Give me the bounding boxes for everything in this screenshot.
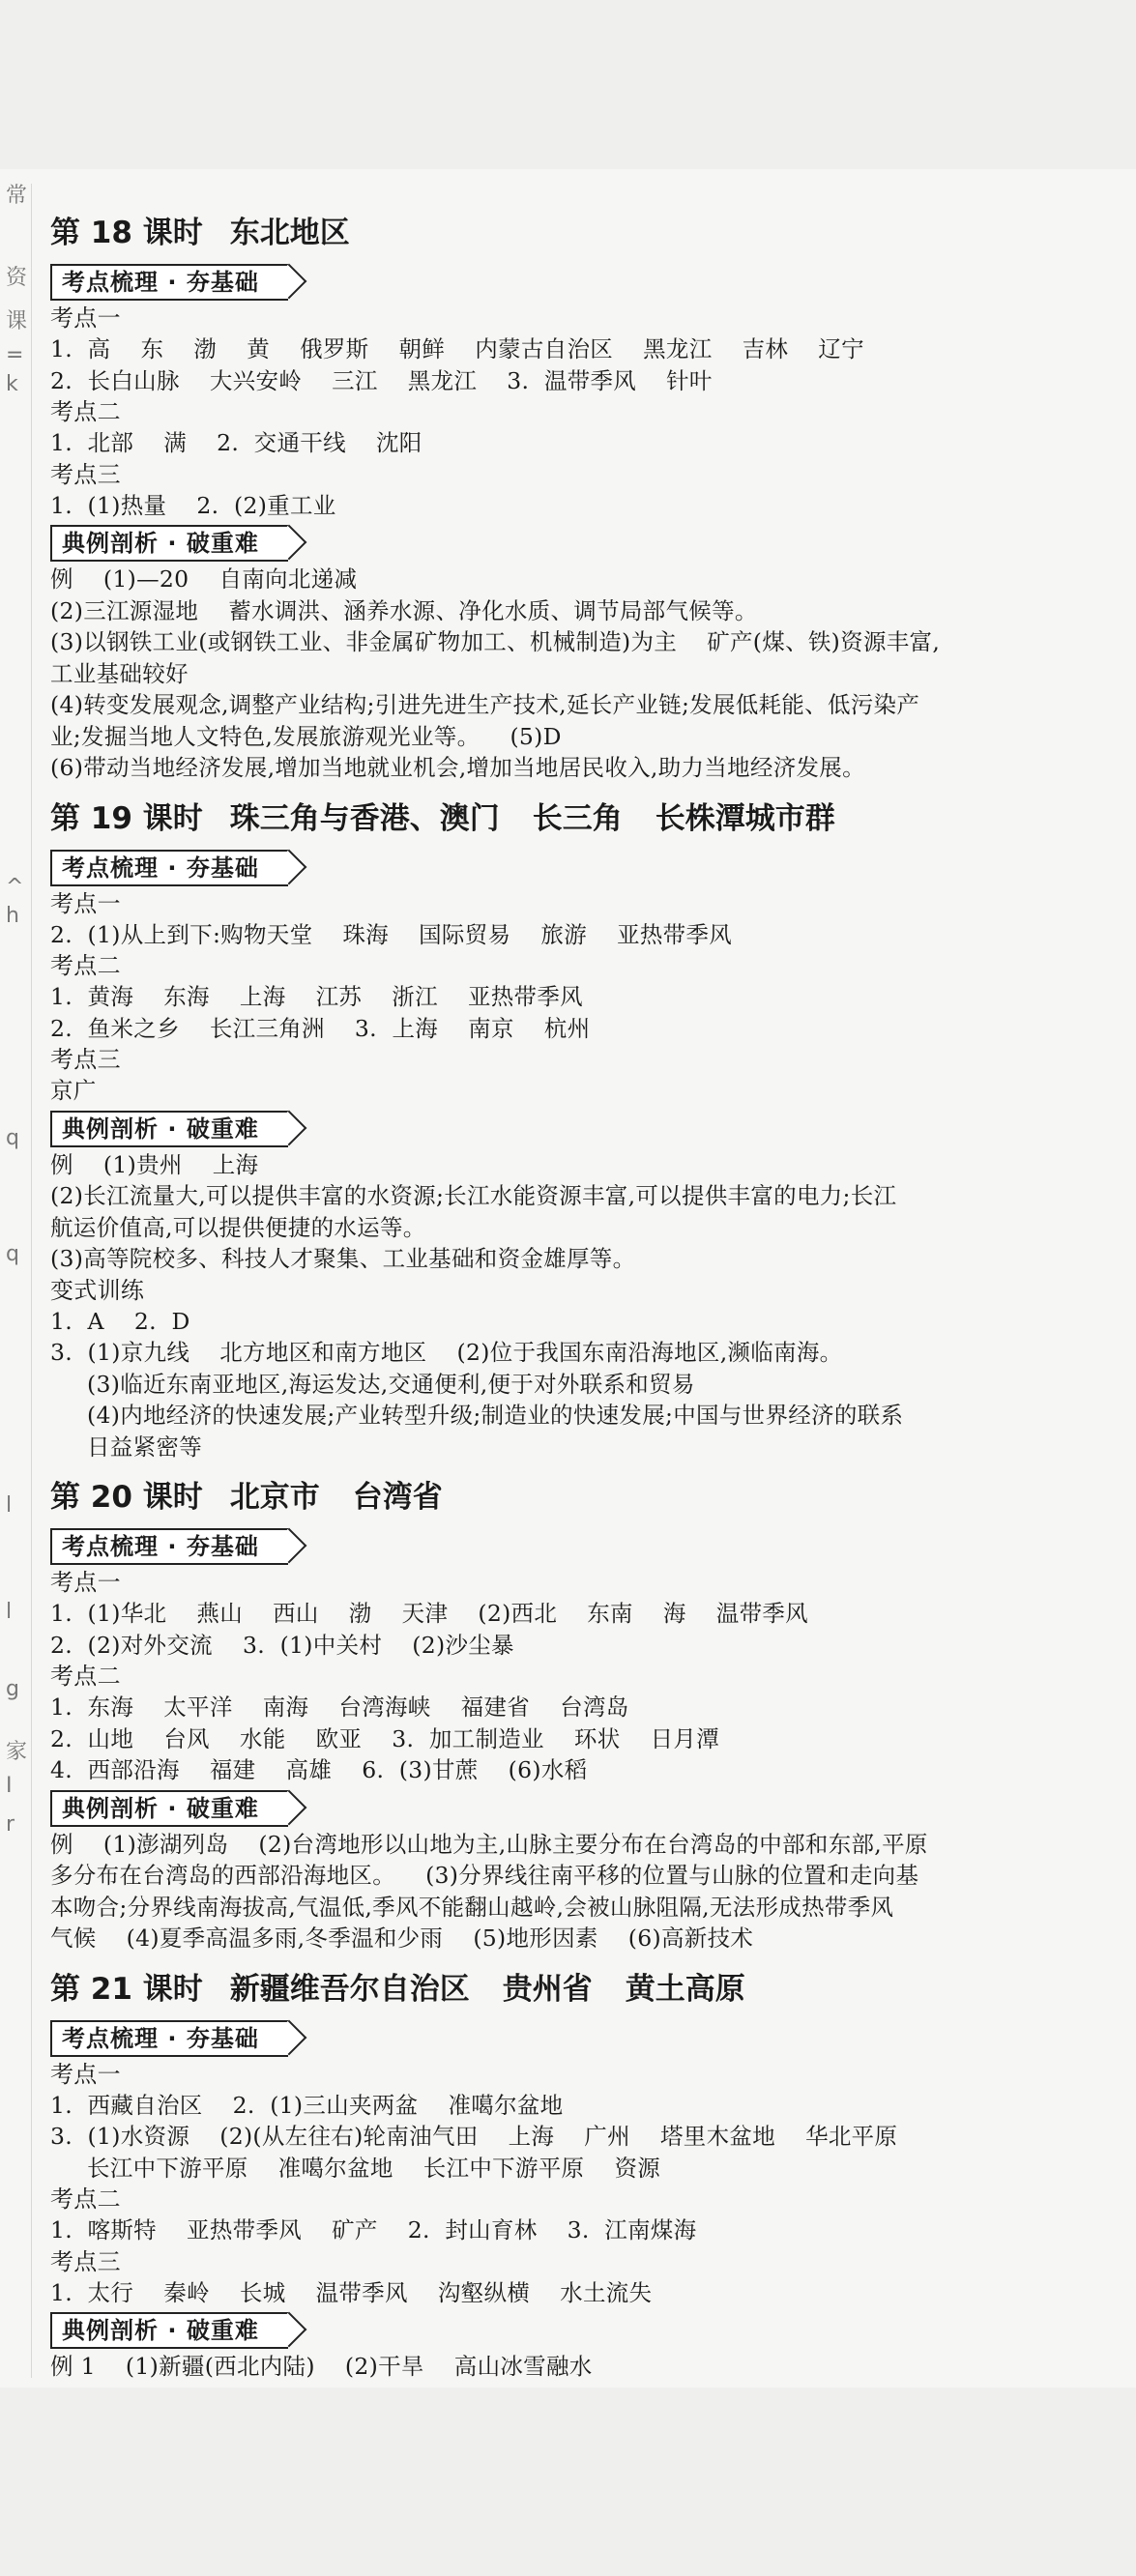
margin-mark: l bbox=[6, 1600, 13, 1624]
lesson-number: 第 18 课时 bbox=[50, 216, 203, 250]
margin-mark: 课 bbox=[6, 309, 28, 333]
answer-line: 本吻合;分界线南海拔高,气温低,季风不能翻山越岭,会被山脉阻隔,无法形成热带季风 bbox=[50, 1893, 894, 1921]
answer-block bbox=[50, 521, 1114, 784]
lesson-topic: 东北地区 bbox=[229, 216, 350, 250]
banner-label: 考点梳理 · 夯基础 bbox=[62, 854, 259, 882]
answer-line: 2. 鱼米之乡 长江三角洲 3. 上海 南京 杭州 bbox=[50, 1014, 591, 1042]
answer-line: 2. (2)对外交流 3. (1)中关村 (2)沙尘暴 bbox=[50, 1631, 514, 1659]
banner-label: 典例剖析 · 破重难 bbox=[62, 1794, 259, 1822]
answer-line: 1. 喀斯特 亚热带季风 矿产 2. 封山育林 3. 江南煤海 bbox=[50, 2216, 697, 2243]
lesson-title bbox=[50, 1476, 1114, 1519]
subheading: 考点三 bbox=[50, 2247, 121, 2275]
subheading: 考点一 bbox=[50, 889, 121, 917]
banner-label: 考点梳理 · 夯基础 bbox=[62, 269, 259, 296]
subheading: 考点三 bbox=[50, 1046, 121, 1073]
lesson-topic: 贵州省 bbox=[502, 1971, 593, 2007]
lesson-topic: 长株潭城市群 bbox=[655, 800, 835, 836]
lesson-topic: 新疆维吾尔自治区 bbox=[229, 1971, 470, 2007]
banner-label: 典例剖析 · 破重难 bbox=[62, 1114, 259, 1143]
answer-line: 1. 太行 秦岭 长城 温带季风 沟壑纵横 水土流失 bbox=[50, 2278, 653, 2306]
lesson-section bbox=[50, 797, 1114, 1463]
answer-line: 2. 山地 台风 水能 欧亚 3. 加工制造业 环状 日月潭 bbox=[50, 1724, 720, 1752]
answer-line: 1. 高 东 渤 黄 俄罗斯 朝鲜 内蒙古自治区 黑龙江 吉林 辽宁 bbox=[50, 335, 864, 362]
answer-line: 例 (1)贵州 上海 bbox=[50, 1150, 259, 1178]
section-banner bbox=[50, 850, 288, 886]
answer-block bbox=[50, 260, 1114, 521]
answer-line: 2. 长白山脉 大兴安岭 三江 黑龙江 3. 温带季风 针叶 bbox=[50, 366, 713, 394]
subheading: 变式训练 bbox=[50, 1276, 145, 1304]
answer-line: (4)内地经济的快速发展;产业转型升级;制造业的快速发展;中国与世界经济的联系 bbox=[87, 1402, 904, 1429]
margin-mark: l bbox=[6, 1493, 13, 1518]
lesson-section bbox=[50, 1968, 1114, 2383]
answer-line: (2)长江流量大,可以提供丰富的水资源;长江水能资源丰富,可以提供丰富的电力;长江 bbox=[50, 1182, 897, 1209]
lesson-topic: 珠三角与香港、澳门 bbox=[229, 800, 500, 836]
answer-line: 1. (1)华北 燕山 西山 渤 天津 (2)西北 东南 海 温带季风 bbox=[50, 1600, 808, 1627]
lesson-section bbox=[50, 212, 1114, 784]
section-banner bbox=[50, 2312, 288, 2349]
lesson-section bbox=[50, 1476, 1114, 1954]
banner-label: 典例剖析 · 破重难 bbox=[62, 2317, 259, 2344]
subheading: 考点二 bbox=[50, 398, 121, 425]
answer-block bbox=[50, 2308, 1114, 2383]
margin-mark: k bbox=[6, 372, 18, 396]
answer-line: 3. (1)水资源 (2)(从左往右)轮南油气田 上海 广州 塔里木盆地 华北平原 bbox=[50, 2123, 898, 2150]
banner-label: 考点梳理 · 夯基础 bbox=[62, 1533, 259, 1560]
answer-line: 1. 黄海 东海 上海 江苏 浙江 亚热带季风 bbox=[50, 983, 583, 1010]
answer-line: 1. (1)热量 2. (2)重工业 bbox=[50, 491, 336, 519]
answer-block bbox=[50, 1786, 1114, 1954]
margin-mark: g bbox=[6, 1677, 19, 1701]
banner-label: 考点梳理 · 夯基础 bbox=[62, 2024, 259, 2052]
subheading: 考点二 bbox=[50, 2185, 121, 2213]
subheading: 考点二 bbox=[50, 1663, 121, 1690]
margin-mark: ^ bbox=[6, 875, 24, 899]
lesson-topic: 长三角 bbox=[532, 800, 623, 836]
answer-line: 1. 东海 太平洋 南海 台湾海峡 福建省 台湾岛 bbox=[50, 1693, 629, 1721]
answer-line: 航运价值高,可以提供便捷的水运等。 bbox=[50, 1213, 426, 1241]
answer-line: (2)三江源湿地 蓄水调洪、涵养水源、净化水质、调节局部气候等。 bbox=[50, 596, 758, 624]
answer-line: 长江中下游平原 准噶尔盆地 长江中下游平原 资源 bbox=[87, 2154, 661, 2182]
margin-mark: 常 bbox=[6, 184, 28, 208]
lesson-number: 第 20 课时 bbox=[50, 1480, 203, 1515]
margin-mark: r bbox=[6, 1812, 15, 1837]
bottom-blank-band bbox=[0, 2388, 1136, 2576]
answer-block bbox=[50, 1107, 1114, 1463]
answer-block bbox=[50, 2016, 1114, 2309]
answer-line: 例 (1)澎湖列岛 (2)台湾地形以山地为主,山脉主要分布在台湾岛的中部和东部,平原 bbox=[50, 1830, 928, 1858]
answer-block bbox=[50, 846, 1114, 1107]
answer-line: 气候 (4)夏季高温多雨,冬季温和少雨 (5)地形因素 (6)高新技术 bbox=[50, 1925, 754, 1952]
answer-line: 例 (1)—20 自南向北递减 bbox=[50, 565, 358, 593]
subheading: 考点一 bbox=[50, 304, 121, 332]
section-banner bbox=[50, 1790, 288, 1827]
answer-block bbox=[50, 1524, 1114, 1786]
subheading: 考点一 bbox=[50, 1569, 121, 1596]
margin-mark: h bbox=[6, 904, 19, 928]
lesson-number: 第 21 课时 bbox=[50, 1971, 203, 2007]
subheading: 考点一 bbox=[50, 2060, 121, 2088]
answer-line: 1. 北部 满 2. 交通干线 沈阳 bbox=[50, 429, 422, 456]
answer-line: (6)带动当地经济发展,增加当地就业机会,增加当地居民收入,助力当地经济发展。 bbox=[50, 754, 865, 781]
subheading: 考点三 bbox=[50, 460, 121, 488]
answer-line: (3)临近东南亚地区,海运发达,交通便利,便于对外联系和贸易 bbox=[87, 1370, 695, 1398]
section-banner bbox=[50, 1528, 288, 1565]
section-banner bbox=[50, 525, 288, 562]
margin-mark: 家 bbox=[6, 1740, 28, 1764]
lesson-topic: 黄土高原 bbox=[625, 1971, 745, 2007]
lesson-title bbox=[50, 797, 1114, 840]
answer-line: 1. A 2. D bbox=[50, 1307, 190, 1335]
answer-line: 日益紧密等 bbox=[87, 1433, 202, 1461]
answer-line: 2. (1)从上到下:购物天堂 珠海 国际贸易 旅游 亚热带季风 bbox=[50, 920, 733, 948]
answer-line: 3. (1)京九线 北方地区和南方地区 (2)位于我国东南沿海地区,濒临南海。 bbox=[50, 1339, 843, 1366]
answer-line: 例 1 (1)新疆(西北内陆) (2)干旱 高山冰雪融水 bbox=[50, 2353, 593, 2380]
subheading: 考点二 bbox=[50, 952, 121, 979]
section-banner bbox=[50, 1111, 288, 1147]
answer-line: 工业基础较好 bbox=[50, 659, 189, 687]
margin-rule bbox=[31, 184, 32, 2378]
binding-margin bbox=[0, 169, 33, 2388]
answer-line: (3)高等院校多、科技人才聚集、工业基础和资金雄厚等。 bbox=[50, 1245, 636, 1272]
margin-mark: q bbox=[6, 1242, 19, 1266]
answer-line: (4)转变发展观念,调整产业结构;引进先进生产技术,延长产业链;发展低耗能、低污染产 bbox=[50, 691, 920, 718]
answer-line: 4. 西部沿海 福建 高雄 6. (3)甘蔗 (6)水稻 bbox=[50, 1756, 588, 1783]
answer-line: 业;发掘当地人文特色,发展旅游观光业等。 (5)D bbox=[50, 722, 562, 750]
answer-line: 多分布在台湾岛的西部沿海地区。 (3)分界线往南平移的位置与山脉的位置和走向基 bbox=[50, 1862, 919, 1889]
answer-content bbox=[50, 198, 1114, 2383]
section-banner bbox=[50, 264, 288, 301]
lesson-topic: 北京市 bbox=[229, 1480, 320, 1515]
margin-mark: 资 bbox=[6, 266, 28, 290]
lesson-title bbox=[50, 212, 1114, 254]
section-banner bbox=[50, 2020, 288, 2057]
answer-line: (3)以钢铁工业(或钢铁工业、非金属矿物加工、机械制造)为主 矿产(煤、铁)资源丰富, bbox=[50, 628, 941, 655]
margin-mark: = bbox=[6, 343, 24, 367]
margin-mark: q bbox=[6, 1126, 19, 1150]
margin-mark: I bbox=[6, 1774, 13, 1798]
banner-label: 典例剖析 · 破重难 bbox=[62, 530, 259, 557]
answer-line: 1. 西藏自治区 2. (1)三山夹两盆 准噶尔盆地 bbox=[50, 2091, 564, 2119]
lesson-title bbox=[50, 1968, 1114, 2011]
lesson-number: 第 19 课时 bbox=[50, 800, 203, 836]
lesson-topic: 台湾省 bbox=[352, 1480, 443, 1515]
answer-line: 京广 bbox=[50, 1077, 97, 1104]
top-blank-band bbox=[0, 0, 1136, 169]
